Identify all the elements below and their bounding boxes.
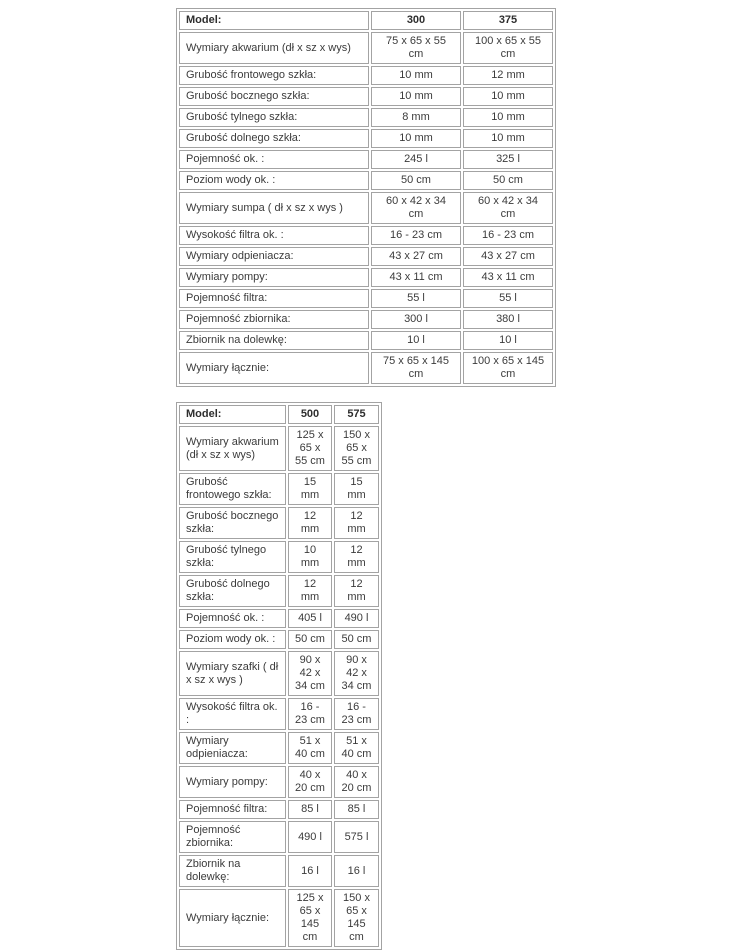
spec-row xyxy=(179,310,553,329)
spec-value-cell: 490 l xyxy=(334,609,379,628)
spec-table-body xyxy=(179,11,553,384)
spec-value-cell: 12 mm xyxy=(288,575,332,607)
spec-value-cell: 51 x 40 cm xyxy=(288,732,332,764)
spec-value-cell: 16 l xyxy=(334,855,379,887)
spec-value-cell: 8 mm xyxy=(371,108,461,127)
spec-row xyxy=(179,171,553,190)
model-header-cell: Model: xyxy=(179,11,369,30)
spec-label-cell: Poziom wody ok. : xyxy=(179,630,286,649)
model-column-header: 500 xyxy=(288,405,332,424)
spec-row xyxy=(179,732,379,764)
spec-label-cell: Zbiornik na dolewkę: xyxy=(179,331,369,350)
spec-table-models-300-375 xyxy=(176,8,556,387)
spec-value-cell: 100 x 65 x 145 cm xyxy=(463,352,553,384)
spec-value-cell: 55 l xyxy=(463,289,553,308)
spec-value-cell: 43 x 27 cm xyxy=(463,247,553,266)
spec-value-cell: 51 x 40 cm xyxy=(334,732,379,764)
spec-label-cell: Wymiary sumpa ( dł x sz x wys ) xyxy=(179,192,369,224)
spec-row xyxy=(179,268,553,287)
spec-label-cell: Grubość bocznego szkła: xyxy=(179,87,369,106)
spec-value-cell: 85 l xyxy=(288,800,332,819)
spec-value-cell: 10 mm xyxy=(463,129,553,148)
spec-row xyxy=(179,800,379,819)
spec-value-cell: 10 mm xyxy=(463,87,553,106)
spec-value-cell: 43 x 11 cm xyxy=(463,268,553,287)
spec-label-cell: Wymiary odpieniacza: xyxy=(179,732,286,764)
spec-row xyxy=(179,66,553,85)
spec-value-cell: 325 l xyxy=(463,150,553,169)
spec-value-cell: 125 x 65 x 145 cm xyxy=(288,889,332,947)
spec-label-cell: Grubość tylnego szkła: xyxy=(179,108,369,127)
model-column-header: 375 xyxy=(463,11,553,30)
spec-value-cell: 75 x 65 x 55 cm xyxy=(371,32,461,64)
spec-value-cell: 10 mm xyxy=(371,129,461,148)
model-column-header: 575 xyxy=(334,405,379,424)
spec-label-cell: Pojemność zbiornika: xyxy=(179,310,369,329)
spec-label-cell: Wymiary akwarium (dł x sz x wys) xyxy=(179,32,369,64)
spec-row xyxy=(179,192,553,224)
spec-value-cell: 16 - 23 cm xyxy=(334,698,379,730)
spec-label-cell: Grubość dolnego szkła: xyxy=(179,575,286,607)
spec-label-cell: Wymiary szafki ( dł x sz x wys ) xyxy=(179,651,286,696)
spec-value-cell: 16 - 23 cm xyxy=(288,698,332,730)
spec-value-cell: 10 l xyxy=(463,331,553,350)
spec-value-cell: 10 mm xyxy=(371,66,461,85)
spec-label-cell: Pojemność zbiornika: xyxy=(179,821,286,853)
spec-label-cell: Wymiary odpieniacza: xyxy=(179,247,369,266)
spec-value-cell: 50 cm xyxy=(463,171,553,190)
spec-value-cell: 10 mm xyxy=(371,87,461,106)
spec-label-cell: Pojemność ok. : xyxy=(179,609,286,628)
spec-label-cell: Grubość frontowego szkła: xyxy=(179,473,286,505)
spec-row xyxy=(179,108,553,127)
spec-label-cell: Wymiary łącznie: xyxy=(179,352,369,384)
spec-row xyxy=(179,226,553,245)
model-column-header: 300 xyxy=(371,11,461,30)
spec-value-cell: 43 x 11 cm xyxy=(371,268,461,287)
spec-label-cell: Wymiary pompy: xyxy=(179,268,369,287)
spec-value-cell: 12 mm xyxy=(463,66,553,85)
spec-value-cell: 40 x 20 cm xyxy=(288,766,332,798)
spec-label-cell: Wysokość filtra ok. : xyxy=(179,226,369,245)
spec-value-cell: 12 mm xyxy=(334,507,379,539)
spec-row xyxy=(179,698,379,730)
spec-value-cell: 50 cm xyxy=(371,171,461,190)
spec-row xyxy=(179,331,553,350)
spec-label-cell: Wysokość filtra ok. : xyxy=(179,698,286,730)
spec-value-cell: 50 cm xyxy=(288,630,332,649)
spec-row xyxy=(179,821,379,853)
spec-label-cell: Grubość bocznego szkła: xyxy=(179,507,286,539)
spec-value-cell: 43 x 27 cm xyxy=(371,247,461,266)
spec-row xyxy=(179,289,553,308)
spec-row xyxy=(179,426,379,471)
table-header-row xyxy=(179,11,553,30)
spec-label-cell: Poziom wody ok. : xyxy=(179,171,369,190)
spec-row xyxy=(179,473,379,505)
spec-label-cell: Pojemność ok. : xyxy=(179,150,369,169)
spec-row xyxy=(179,889,379,947)
spec-value-cell: 40 x 20 cm xyxy=(334,766,379,798)
spec-tables-page xyxy=(176,8,556,950)
spec-value-cell: 16 - 23 cm xyxy=(371,226,461,245)
spec-row xyxy=(179,352,553,384)
spec-row xyxy=(179,541,379,573)
spec-label-cell: Wymiary pompy: xyxy=(179,766,286,798)
spec-value-cell: 90 x 42 x 34 cm xyxy=(288,651,332,696)
spec-table-models-500-575 xyxy=(176,402,382,950)
spec-label-cell: Grubość dolnego szkła: xyxy=(179,129,369,148)
spec-value-cell: 60 x 42 x 34 cm xyxy=(371,192,461,224)
spec-value-cell: 490 l xyxy=(288,821,332,853)
spec-value-cell: 10 mm xyxy=(288,541,332,573)
spec-row xyxy=(179,87,553,106)
spec-value-cell: 405 l xyxy=(288,609,332,628)
spec-row xyxy=(179,651,379,696)
spec-row xyxy=(179,32,553,64)
spec-value-cell: 15 mm xyxy=(334,473,379,505)
spec-value-cell: 50 cm xyxy=(334,630,379,649)
spec-row xyxy=(179,575,379,607)
spec-row xyxy=(179,247,553,266)
spec-value-cell: 16 - 23 cm xyxy=(463,226,553,245)
spec-row xyxy=(179,630,379,649)
spec-row xyxy=(179,609,379,628)
spec-value-cell: 90 x 42 x 34 cm xyxy=(334,651,379,696)
model-header-cell: Model: xyxy=(179,405,286,424)
spec-table-body xyxy=(179,405,379,947)
spec-value-cell: 75 x 65 x 145 cm xyxy=(371,352,461,384)
spec-label-cell: Pojemność filtra: xyxy=(179,800,286,819)
spec-value-cell: 12 mm xyxy=(288,507,332,539)
spec-value-cell: 245 l xyxy=(371,150,461,169)
spec-label-cell: Pojemność filtra: xyxy=(179,289,369,308)
spec-value-cell: 150 x 65 x 55 cm xyxy=(334,426,379,471)
spec-value-cell: 15 mm xyxy=(288,473,332,505)
spec-row xyxy=(179,507,379,539)
spec-value-cell: 55 l xyxy=(371,289,461,308)
spec-label-cell: Grubość tylnego szkła: xyxy=(179,541,286,573)
table-header-row xyxy=(179,405,379,424)
spec-label-cell: Grubość frontowego szkła: xyxy=(179,66,369,85)
spec-row xyxy=(179,129,553,148)
spec-value-cell: 575 l xyxy=(334,821,379,853)
spec-value-cell: 16 l xyxy=(288,855,332,887)
spec-value-cell: 10 l xyxy=(371,331,461,350)
spec-value-cell: 12 mm xyxy=(334,541,379,573)
spec-value-cell: 12 mm xyxy=(334,575,379,607)
spec-label-cell: Zbiornik na dolewkę: xyxy=(179,855,286,887)
spec-value-cell: 150 x 65 x 145 cm xyxy=(334,889,379,947)
spec-label-cell: Wymiary akwarium (dł x sz x wys) xyxy=(179,426,286,471)
spec-label-cell: Wymiary łącznie: xyxy=(179,889,286,947)
spec-value-cell: 60 x 42 x 34 cm xyxy=(463,192,553,224)
spec-value-cell: 125 x 65 x 55 cm xyxy=(288,426,332,471)
spec-value-cell: 380 l xyxy=(463,310,553,329)
spec-row xyxy=(179,855,379,887)
spec-value-cell: 10 mm xyxy=(463,108,553,127)
spec-value-cell: 300 l xyxy=(371,310,461,329)
spec-value-cell: 100 x 65 x 55 cm xyxy=(463,32,553,64)
spec-row xyxy=(179,150,553,169)
spec-value-cell: 85 l xyxy=(334,800,379,819)
spec-row xyxy=(179,766,379,798)
